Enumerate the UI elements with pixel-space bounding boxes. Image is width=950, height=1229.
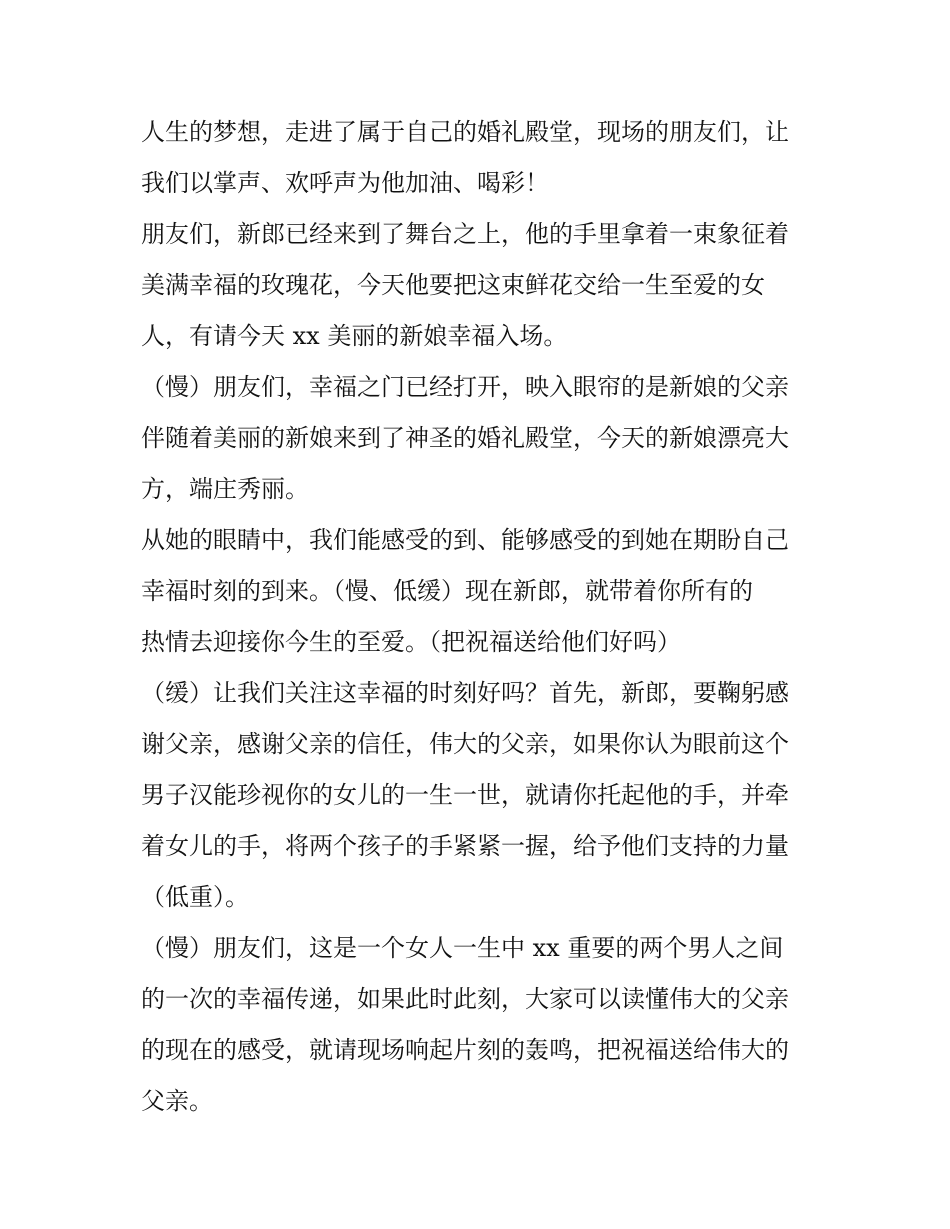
text-line: 的一次的幸福传递，如果此时此刻，大家可以读懂伟大的父亲 (141, 985, 789, 1013)
paragraph-6 (141, 923, 821, 1127)
text-line: （缓）让我们关注这幸福的时刻好吗？首先，新郎，要鞠躬感 (141, 679, 789, 707)
paragraph-4 (141, 515, 821, 668)
text-line: 着女儿的手，将两个孩子的手紧紧一握，给予他们支持的力量 (141, 832, 789, 860)
text-line: 方，端庄秀丽。 (141, 475, 309, 503)
text-line: 朋友们，新郎已经来到了舞台之上，他的手里拿着一束象征着 (141, 220, 789, 248)
paragraph-1 (141, 107, 821, 209)
text-line: 父亲。 (141, 1087, 213, 1115)
text-line: （低重）。 (141, 883, 249, 911)
text-line: 幸福时刻的到来。（慢、低缓）现在新郎，就带着你所有的 (141, 577, 753, 605)
paragraph-2 (141, 209, 821, 362)
text-line: 人，有请今天 xx 美丽的新娘幸福入场。 (141, 322, 568, 350)
document-body (141, 107, 821, 1127)
paragraph-3 (141, 362, 821, 515)
text-line: （慢）朋友们，幸福之门已经打开，映入眼帘的是新娘的父亲 (141, 373, 789, 401)
text-line: 人生的梦想，走进了属于自己的婚礼殿堂，现场的朋友们，让 (141, 118, 789, 146)
text-line: 热情去迎接你今生的至爱。（把祝福送给他们好吗） (141, 628, 681, 656)
text-line: 美满幸福的玫瑰花，今天他要把这束鲜花交给一生至爱的女 (141, 271, 765, 299)
text-line: 男子汉能珍视你的女儿的一生一世，就请你托起他的手，并牵 (141, 781, 789, 809)
text-line: 的现在的感受，就请现场响起片刻的轰鸣，把祝福送给伟大的 (141, 1036, 789, 1064)
text-line: 伴随着美丽的新娘来到了神圣的婚礼殿堂，今天的新娘漂亮大 (141, 424, 789, 452)
text-line: 我们以掌声、欢呼声为他加油、喝彩！ (141, 169, 549, 197)
text-line: 谢父亲，感谢父亲的信任，伟大的父亲，如果你认为眼前这个 (141, 730, 789, 758)
paragraph-5 (141, 668, 821, 923)
text-line: （慢）朋友们，这是一个女人一生中 xx 重要的两个男人之间 (141, 934, 784, 962)
text-line: 从她的眼睛中，我们能感受的到、能够感受的到她在期盼自己 (141, 526, 789, 554)
